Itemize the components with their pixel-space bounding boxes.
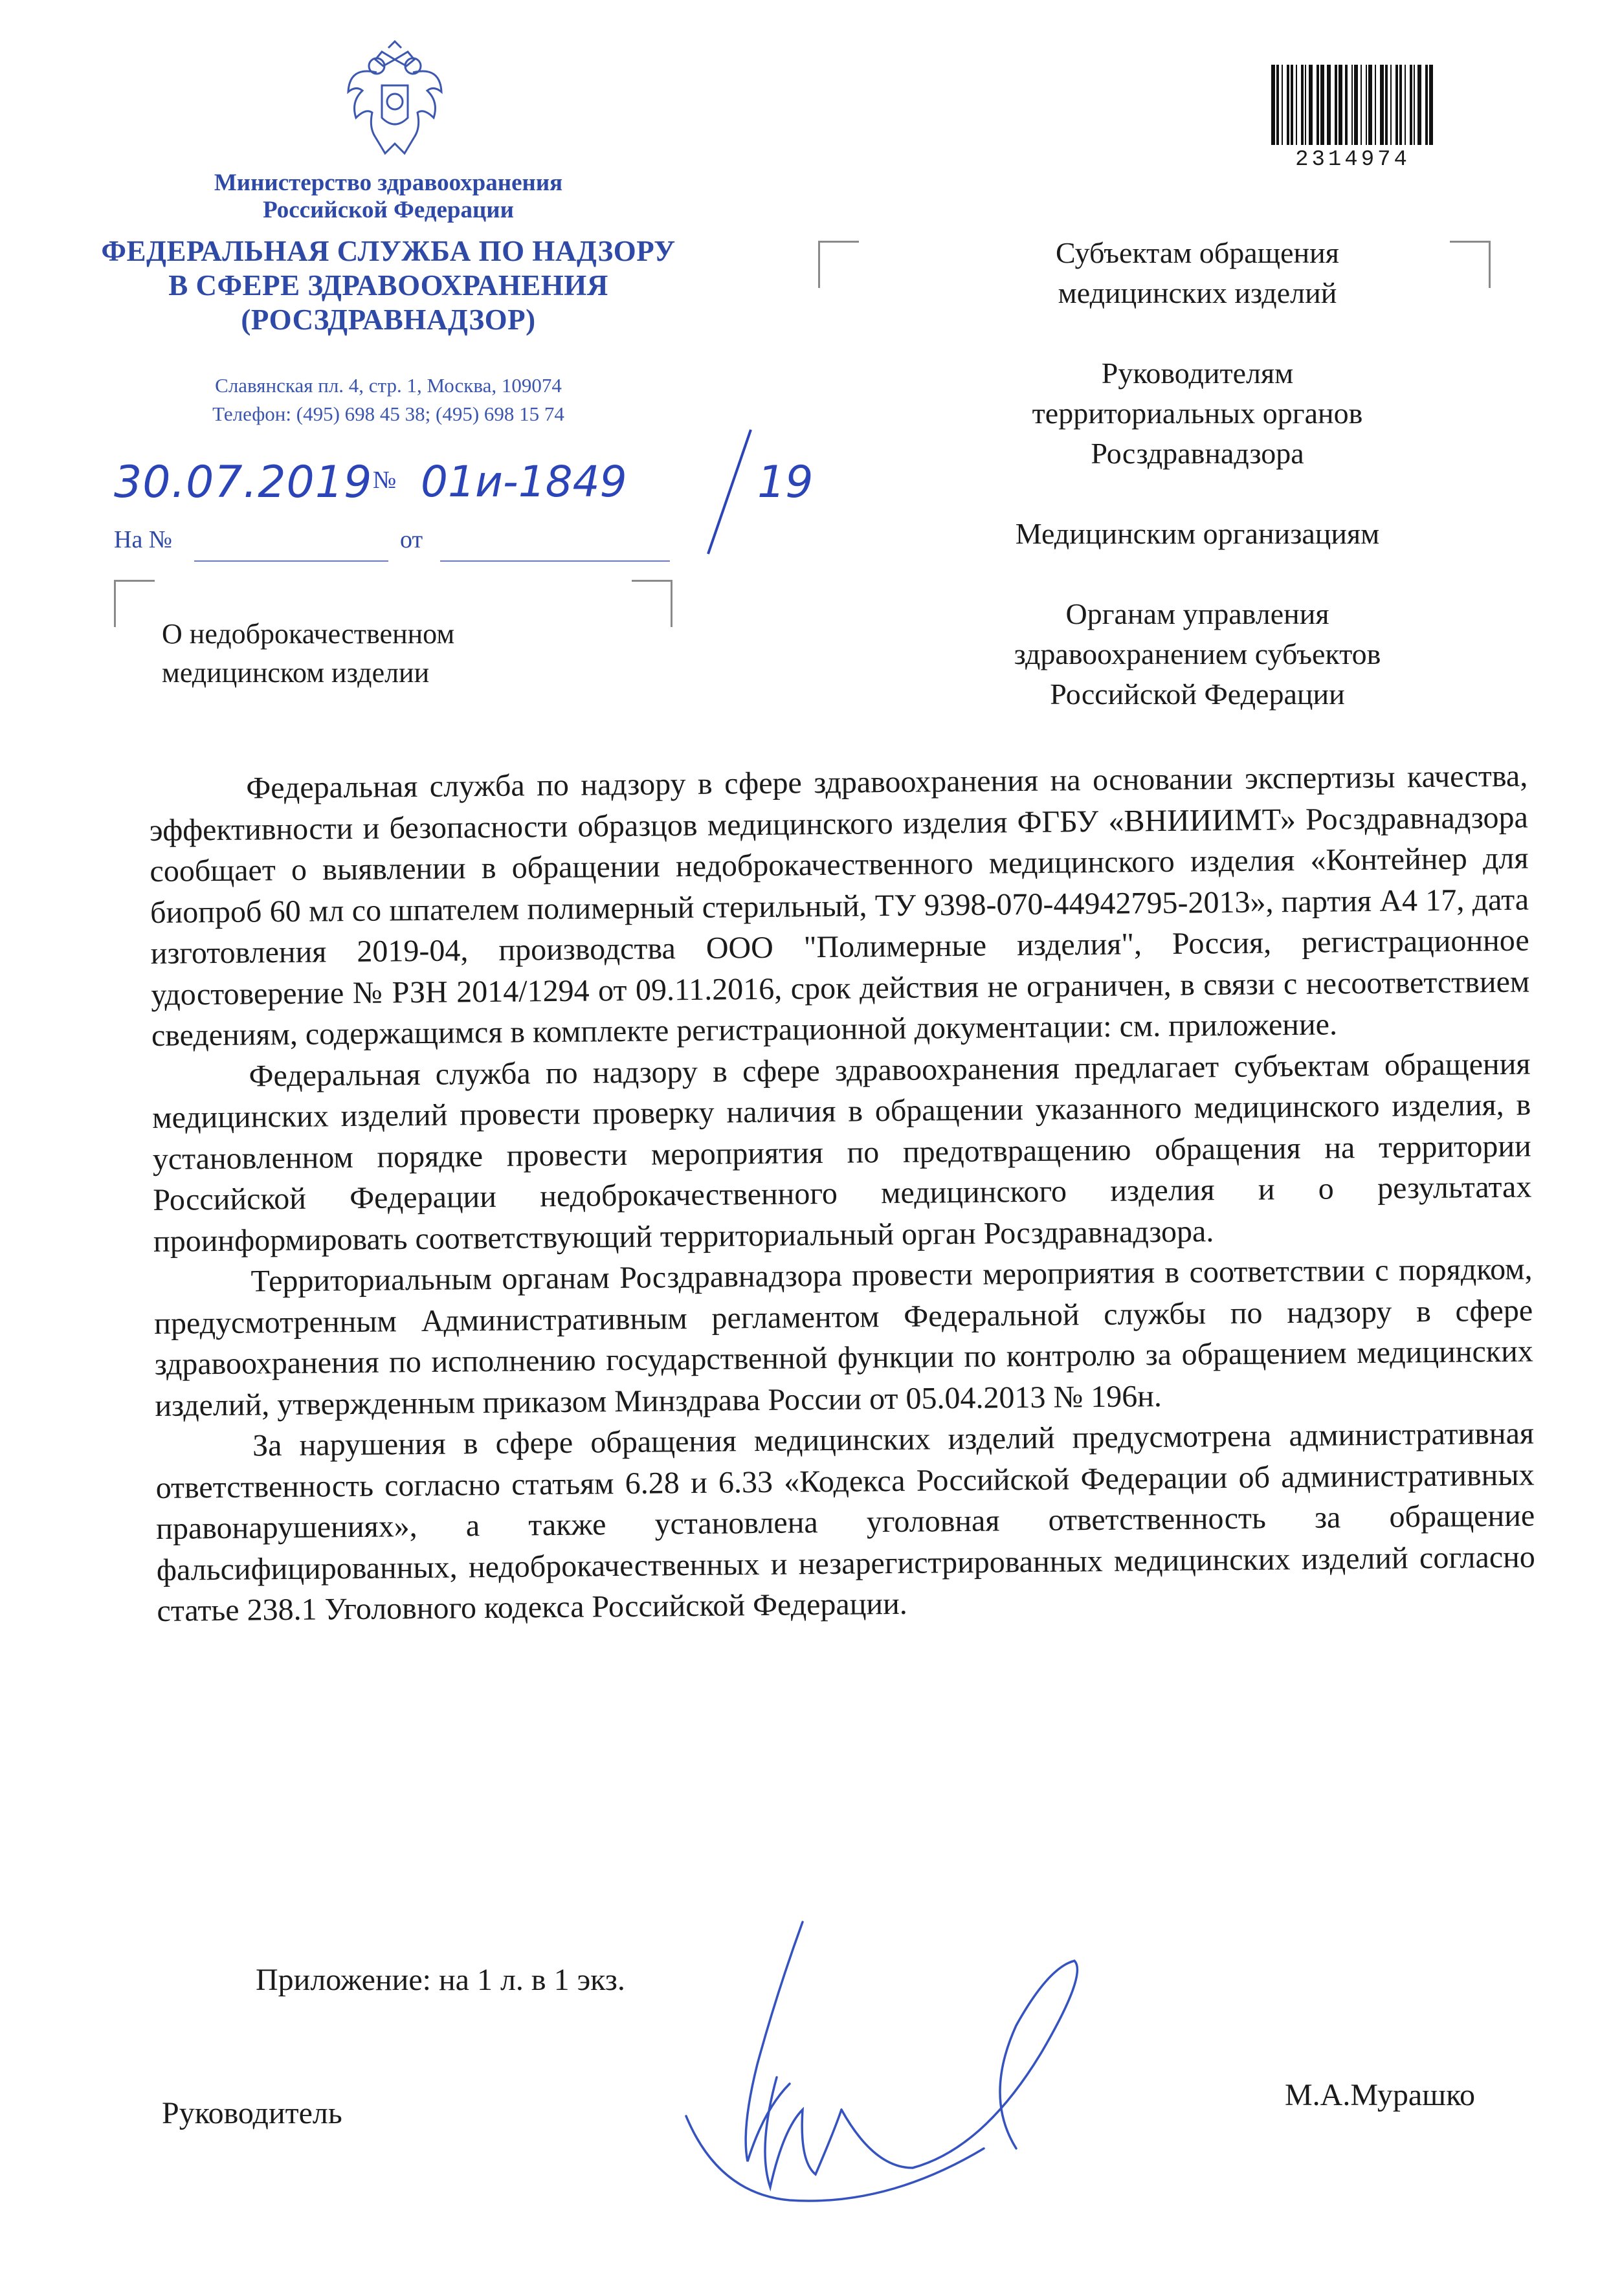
barcode-bar bbox=[1354, 65, 1358, 145]
barcode-bar bbox=[1320, 65, 1324, 145]
reference-label: На № bbox=[114, 526, 173, 553]
barcode-bar bbox=[1405, 65, 1406, 145]
barcode-bar bbox=[1282, 65, 1283, 145]
barcode-bar bbox=[1287, 65, 1289, 145]
body-paragraph-1: Федеральная служба по надзору в сфере здравоохранения на основании экспертизы качества, эффективности и безопасности образцов медицинского изделия ФГБУ «ВНИИИМТ» Росздравнадзора сообщает о выявлении в обращении недоброкачественного медицинского изделия «Контейнер для биопроб 60 мл со шпателем полимерный стерильный, ТУ 9398-070-44942795-2013», партия А4 17, дата изготовления 2019-04, производства ООО "Полимерные изделия", Россия, регистрационное удостоверение № РЗН 2014/1294 от 09.11.2016, срок действия не ограничен, в связи с несоответствием сведениям, содержащимся в комплекте регистрационной документации: см. приложение. bbox=[149, 758, 1530, 1053]
reference-from-label: от bbox=[400, 526, 423, 553]
subject-bracket-left bbox=[114, 580, 155, 627]
handwritten-signature bbox=[680, 1915, 1107, 2213]
reference-number-line bbox=[194, 560, 388, 562]
addressee-block bbox=[906, 233, 1489, 755]
addressee-3-line-1: Медицинским организациям bbox=[1015, 517, 1380, 550]
barcode-bar bbox=[1291, 65, 1293, 145]
barcode-bar bbox=[1327, 65, 1331, 145]
barcode-bar bbox=[1271, 65, 1275, 145]
letter-subject bbox=[162, 615, 454, 692]
barcode-bar bbox=[1361, 65, 1362, 145]
barcode-bar bbox=[1368, 65, 1372, 145]
barcode-bar bbox=[1410, 65, 1412, 145]
barcode-bar bbox=[1385, 65, 1388, 145]
barcode-bar bbox=[1335, 65, 1337, 145]
barcode-bar bbox=[1296, 65, 1297, 145]
addressee-2-line-2: территориальных органов bbox=[1032, 397, 1363, 430]
body-paragraph-4: За нарушения в сфере обращения медицинских изделий предусмотрена административная ответственность согласно статьям 6.28 и 6.33 «Кодекса Российской Федерации об административных правонарушениях», а также установлена уголовная ответственность за обращение фальсифицированных, недоброкачественных и незарегистрированных медицинских изделий согласно статье 238.1 Уголовного кодекса Российской Федерации. bbox=[155, 1416, 1536, 1628]
barcode-bar bbox=[1351, 65, 1353, 145]
barcode-bar bbox=[1429, 65, 1433, 145]
registration-number-symbol: № bbox=[373, 467, 397, 494]
signatory-name: М.А.Мурашко bbox=[1285, 2078, 1475, 2112]
barcode-bar bbox=[1309, 65, 1313, 145]
barcode-bar bbox=[1301, 65, 1304, 145]
subject-line-1: О недоброкачественном bbox=[162, 618, 455, 650]
subject-line-2: медицинском изделии bbox=[162, 657, 430, 689]
state-emblem-icon bbox=[337, 40, 453, 167]
registration-number: 01и-1849 bbox=[421, 457, 627, 507]
registration-date: 30.07.2019 bbox=[114, 457, 373, 508]
barcode-bar bbox=[1339, 65, 1342, 145]
barcode-bar bbox=[1417, 65, 1421, 145]
registration-slash bbox=[699, 427, 757, 557]
barcode bbox=[1269, 65, 1437, 145]
addressee-4 bbox=[906, 594, 1489, 714]
addressee-bracket-left bbox=[818, 241, 859, 288]
barcode-bar bbox=[1375, 65, 1376, 145]
barcode-bar bbox=[1425, 65, 1428, 145]
barcode-bar bbox=[1380, 65, 1384, 145]
registration-year: 19 bbox=[757, 457, 814, 508]
addressee-1-line-1: Субъектам обращения bbox=[1056, 236, 1339, 269]
address-line-1: Славянская пл. 4, стр. 1, Москва, 109074 bbox=[215, 374, 562, 397]
reference-date-line bbox=[440, 560, 670, 562]
barcode-bar bbox=[1395, 65, 1398, 145]
addressee-2 bbox=[906, 353, 1489, 474]
addressee-2-line-3: Росздравнадзора bbox=[1091, 437, 1304, 470]
addressee-1 bbox=[906, 233, 1489, 313]
addressee-4-line-1: Органам управления bbox=[1065, 597, 1329, 630]
addressee-4-line-3: Российской Федерации bbox=[1050, 678, 1345, 711]
attachment-note: Приложение: на 1 л. в 1 экз. bbox=[256, 1963, 625, 1997]
ministry-line-1: Министерство здравоохранения bbox=[214, 170, 563, 196]
service-line-1: ФЕДЕРАЛЬНАЯ СЛУЖБА ПО НАДЗОРУ bbox=[101, 235, 676, 267]
ministry-line-2: Российской Федерации bbox=[263, 197, 514, 223]
service-line-3: (РОСЗДРАВНАДЗОР) bbox=[241, 304, 536, 336]
barcode-bar bbox=[1345, 65, 1348, 145]
barcode-bar bbox=[1317, 65, 1319, 145]
barcode-bar bbox=[1366, 65, 1367, 145]
signatory-role: Руководитель bbox=[162, 2096, 342, 2130]
letter-body bbox=[149, 756, 1536, 1632]
barcode-number: 2314974 bbox=[1295, 148, 1410, 172]
service-address bbox=[97, 371, 680, 428]
addressee-1-line-2: медицинских изделий bbox=[1058, 276, 1337, 309]
body-paragraph-3: Территориальным органам Росздравнадзора провести мероприятия в соответствии с порядком, предусмотренным Административным регламентом Федеральной службы по надзору в сфере здравоохранения по исполнению государственной функции по контролю за обращением медицинских изделий, утвержденным приказом Минздрава России от 05.04.2013 № 196н. bbox=[153, 1252, 1533, 1423]
barcode-bar bbox=[1399, 65, 1402, 145]
addressee-3 bbox=[906, 514, 1489, 554]
addressee-2-line-1: Руководителям bbox=[1101, 357, 1294, 390]
barcode-bar bbox=[1305, 65, 1306, 145]
service-name bbox=[65, 234, 712, 337]
barcode-bar bbox=[1276, 65, 1279, 145]
body-paragraph-2: Федеральная служба по надзору в сфере здравоохранения предлагает субъектам обращения медицинских изделий провести проверку наличия в обращении указанного медицинского изделия, в установленном порядке провести мероприятия по предотвращению обращения на территории Российской Федерации недоброкачественного медицинского изделия и о результатах проинформировать соответствующий территориальный орган Росздравнадзора. bbox=[151, 1046, 1532, 1259]
address-line-2: Телефон: (495) 698 45 38; (495) 698 15 74 bbox=[212, 403, 564, 425]
barcode-bar bbox=[1414, 65, 1415, 145]
subject-bracket-right bbox=[632, 580, 672, 627]
service-line-2: В СФЕРЕ ЗДРАВООХРАНЕНИЯ bbox=[168, 269, 608, 302]
addressee-4-line-2: здравоохранением субъектов bbox=[1014, 637, 1381, 670]
ministry-name bbox=[97, 170, 680, 224]
barcode-bar bbox=[1390, 65, 1392, 145]
